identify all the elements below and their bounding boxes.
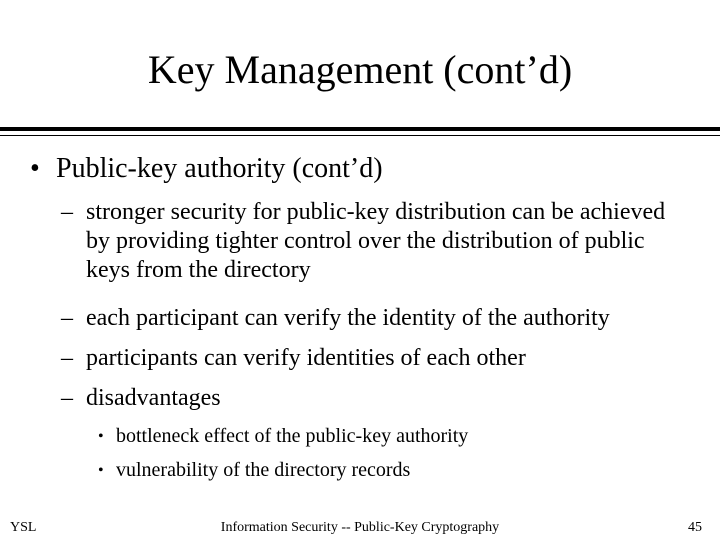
- bullet-marker: •: [30, 153, 40, 184]
- bullet-level2-item: [61, 304, 686, 333]
- bullet-level2-item: [61, 384, 686, 413]
- dash-marker: –: [61, 385, 73, 411]
- bullet-level2-text: stronger security for public-key distribution can be achieved by providing tighter control over the distribution of public keys from the directory: [86, 199, 666, 283]
- bullet-level2-text: disadvantages: [86, 385, 221, 411]
- bullet-level3-item: [98, 458, 410, 483]
- bullet-level1: [30, 152, 383, 186]
- dash-marker: –: [61, 199, 73, 225]
- bullet-level2-text: participants can verify identities of each other: [86, 345, 526, 371]
- bullet-level3-text: bottleneck effect of the public-key authority: [116, 425, 469, 447]
- dash-marker: –: [61, 305, 73, 331]
- bullet-level3-text: vulnerability of the directory records: [116, 459, 411, 481]
- bullet-marker: •: [98, 462, 104, 479]
- bullet-level3-item: [98, 424, 468, 449]
- bullet-level1-text: Public-key authority (cont’d): [56, 153, 383, 184]
- title-divider-thin: [0, 135, 720, 136]
- footer-course-title: Information Security -- Public-Key Cryptography: [220, 520, 500, 535]
- footer-author: YSL: [10, 520, 37, 535]
- title-divider-thick: [0, 127, 720, 131]
- bullet-level2-item: [61, 198, 686, 285]
- bullet-marker: •: [98, 428, 104, 445]
- bullet-level2-item: [61, 344, 686, 373]
- bullet-level2-text: each participant can verify the identity of the authority: [86, 305, 610, 331]
- dash-marker: –: [61, 345, 73, 371]
- footer-page-number: 45: [688, 520, 702, 535]
- slide-title: Key Management (cont’d): [147, 47, 573, 92]
